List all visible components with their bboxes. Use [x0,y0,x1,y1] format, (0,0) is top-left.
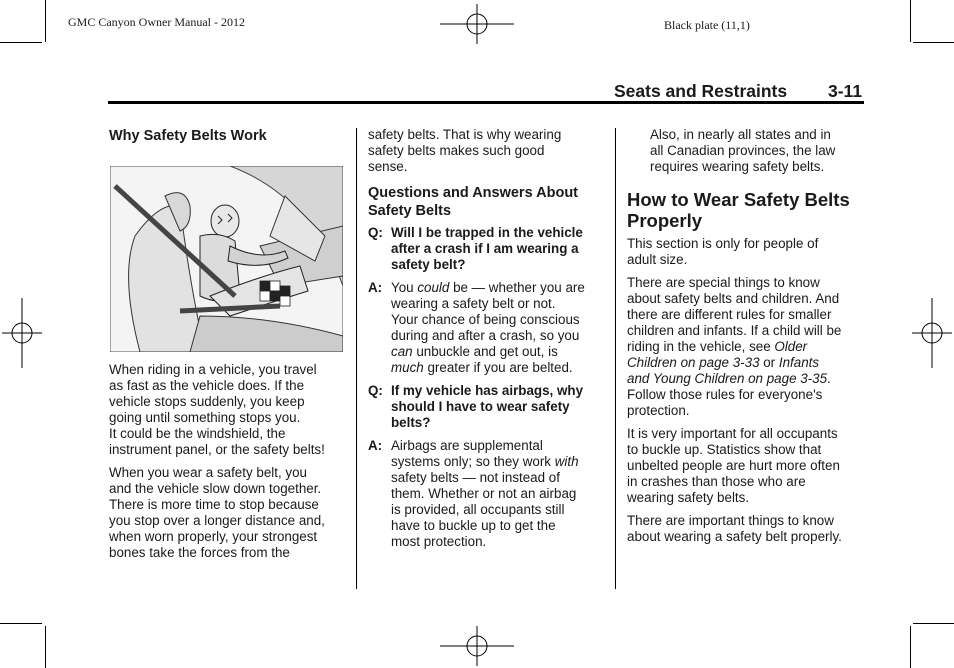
text-line: It is very important for all occupants [627,426,838,441]
crop-mark [913,42,954,43]
text-line: wearing safety belts. [627,490,750,505]
registration-mark-icon [440,4,514,44]
text-line: Also, in nearly all states and in [650,127,831,142]
registration-mark-icon [912,298,952,368]
text-line: vehicle stops suddenly, you keep [109,394,305,409]
heading-line: How to Wear Safety Belts [627,189,850,210]
text-line: after a crash if I am wearing a [391,241,579,256]
text-line: wearing a safety belt or not. [391,296,556,311]
text-line: going until something stops you. [109,410,301,425]
cross-reference-link[interactable]: Older [774,339,808,354]
emphasis: with [554,454,579,469]
text-line: and the vehicle slow down together. [109,481,322,496]
crop-mark [45,626,46,668]
registration-mark-icon [440,626,514,666]
text-line: belts? [391,415,431,430]
question-label: Q: [368,383,383,398]
crop-mark [0,623,42,624]
paragraph [650,127,860,175]
text-line: unbelted people are hurt more often [627,458,840,473]
text-line: to buckle up. Statistics show that [627,442,822,457]
answer-label: A: [368,438,383,453]
answer-text [391,438,608,550]
question-text [391,383,608,431]
heading-why-safety-belts-work: Why Safety Belts Work [109,128,267,144]
manual-title: GMC Canyon Owner Manual - 2012 [68,15,245,29]
text-line: you stop over a longer distance and, [109,513,325,528]
text-run: systems only; so they work [391,454,555,469]
text-line: most protection. [391,534,487,549]
text-line: This section is only for people of [627,236,819,251]
question-2 [368,383,608,431]
text-line: There is more time to stop because [109,497,319,512]
column-1 [109,127,351,145]
column-3-intro [650,127,860,175]
text-line: Airbags are supplemental [391,438,543,453]
answer-text [391,280,608,376]
text-line: should I have to wear safety [391,399,570,414]
paragraph [627,513,867,545]
emphasis: much [391,360,424,375]
text-run: unbuckle and get out, is [412,344,558,359]
text-line: is provided, all occupants still [391,502,565,517]
column-divider [356,128,357,589]
text-line: There are important things to know [627,513,834,528]
section-title: Seats and Restraints [614,81,788,101]
text-line: about safety belts and children. And [627,291,840,306]
text-line: children and infants. If a child will be [627,323,842,338]
text-line: during and after a crash, so you [391,328,580,343]
text-line: bones take the forces from the [109,545,290,560]
paragraph [109,465,351,561]
text-line: Follow those rules for everyone's [627,387,823,402]
emphasis: can [391,344,413,359]
cross-reference-link[interactable]: Infants [778,355,820,370]
column-3 [627,189,867,545]
heading-how-to-wear-safety-belts [627,189,867,231]
question-label: Q: [368,225,383,240]
column-1-text [109,362,351,561]
text-line: If my vehicle has airbags, why [391,383,584,398]
text-run: riding in the vehicle, see [627,339,775,354]
plate-label: Black plate (11,1) [664,18,750,32]
column-2 [368,127,608,550]
crash-dummy-illustration [110,166,343,352]
crop-mark [913,623,954,624]
emphasis: could [417,280,450,295]
crop-mark [910,0,911,42]
text-line: safety belts — not instead of [391,470,560,485]
text-line: When you wear a safety belt, you [109,465,307,480]
heading-questions-and-answers [368,184,608,220]
cross-reference-link[interactable]: and Young Children on page 3-35 [627,371,828,386]
crop-mark [910,626,911,668]
text-run: greater if you are belted. [423,360,573,375]
crop-mark [45,0,46,42]
text-run: . [827,371,831,386]
heading-line: Safety Belts [368,203,452,219]
paragraph [627,236,867,268]
text-line: sense. [368,159,408,174]
answer-label: A: [368,280,383,295]
text-line: safety belts. That is why wearing [368,127,562,142]
text-line: them. Whether or not an airbag [391,486,577,501]
text-run: or [759,355,779,370]
text-line: safety belts makes such good [368,143,545,158]
text-line: Your chance of being conscious [391,312,580,327]
heading-line: Questions and Answers About [368,185,579,201]
text-line: there are different rules for smaller [627,307,832,322]
text-line: as fast as the vehicle does. If the [109,378,305,393]
cross-reference-link[interactable]: Children on page 3-33 [627,355,760,370]
text-line: safety belt? [391,257,466,272]
text-line: requires wearing safety belts. [650,159,825,174]
paragraph [627,275,867,419]
crop-mark [0,42,42,43]
header-rule [108,101,864,104]
paragraph [109,362,351,458]
text-run: You [391,280,418,295]
text-line: all Canadian provinces, the law [650,143,836,158]
text-line: protection. [627,403,690,418]
text-line: It could be the windshield, the [109,426,286,441]
text-line: adult size. [627,252,688,267]
page-number: 3-11 [828,81,863,101]
question-1 [368,225,608,273]
text-line: have to buckle up to get the [391,518,556,533]
text-line: Will I be trapped in the vehicle [391,225,583,240]
text-line: When riding in a vehicle, you travel [109,362,317,377]
text-run: be — whether you are [449,280,585,295]
text-line: when worn properly, your strongest [109,529,318,544]
column-divider [615,128,616,589]
answer-1 [368,280,608,376]
text-line: in crashes than those who are [627,474,806,489]
registration-mark-icon [2,298,42,368]
question-text [391,225,608,273]
paragraph [627,426,867,506]
heading-line: Properly [627,210,703,231]
text-line: instrument panel, or the safety belts! [109,442,325,457]
text-line: about wearing a safety belt properly. [627,529,842,544]
paragraph [368,127,608,175]
answer-2 [368,438,608,550]
text-line: There are special things to know [627,275,820,290]
